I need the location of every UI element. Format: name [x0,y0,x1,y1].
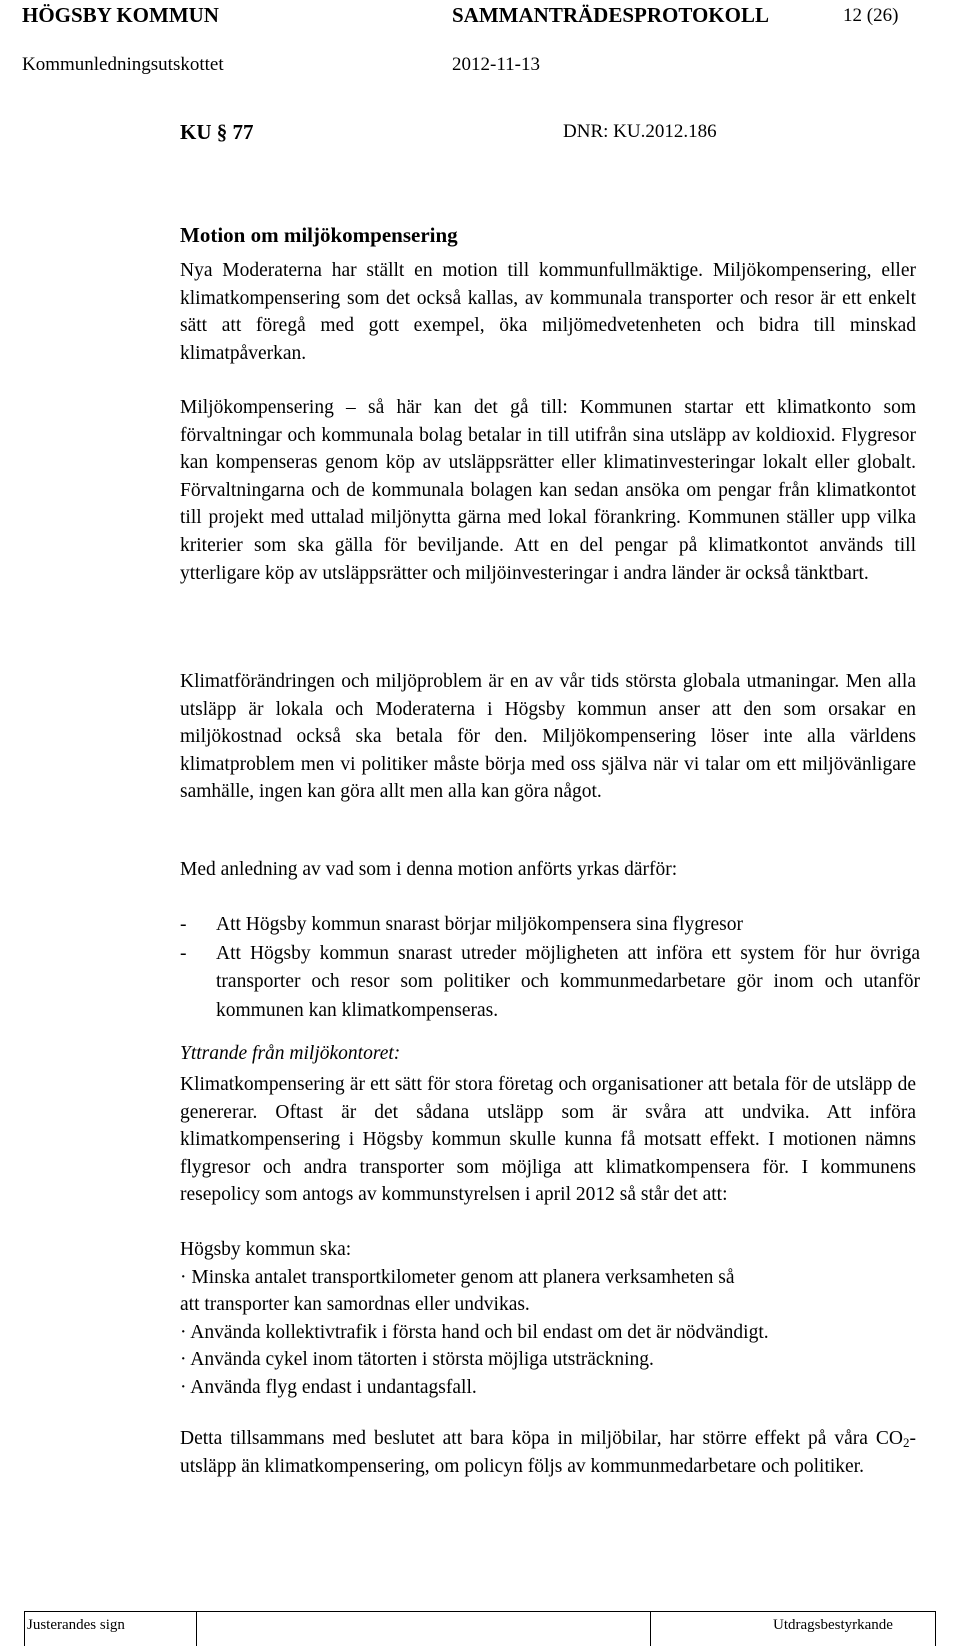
motion-paragraph-4 [180,856,916,884]
footer-signature-label: Justerandes sign [27,1617,125,1633]
co2-subscript: 2 [903,1435,910,1450]
list-marker: - [180,914,187,935]
list-marker: - [180,942,187,964]
committee-name: Kommunledningsutskottet [22,54,224,75]
list-item-text: Att Högsby kommun snarast utreder möjligheten att införa ett system för hur övriga transporter och resor som politiker och kommunmedarbetare gör inom och utanför kommunen kan klimatkompenseras. [216,942,920,1021]
closing-paragraph [180,1425,916,1480]
footer-divider [650,1611,651,1646]
paragraph-text: Miljökompensering – så här kan det gå till: Kommunen startar ett klimatkonto som förvaltningar och kommunala bolag betalar in till utifrån sina utsläpp av koldioxid. Flygresor kan kompenseras genom köp av utsläppsrätter eller klimatinvesteringar lokalt eller globalt. Förvaltningarna och de kommunala bolagen kan sedan ansöka om pengar från klimatkontot till projekt med uttalad miljönytta gärna med lokal förankring. Kommunen ställer upp vilka kriterier som ska gälla för beviljande. Att en del pengar på klimatkontot används till ytterligare köp av utsläppsrätter och miljöinvesteringar i andra länder är också tänktbart. [180,397,916,584]
page-number: 12 (26) [843,5,899,26]
footer-divider [196,1611,197,1646]
list-item: · Minska antalet transportkilometer genom att planera verksamheten så [180,1266,735,1288]
motion-paragraph-2 [180,394,916,587]
list-intro: Högsby kommun ska: [180,1239,352,1260]
case-number: KU § 77 [180,120,254,144]
demands-list [180,911,920,1025]
statement-paragraph [180,1071,916,1209]
paragraph-text: Klimatkompensering är ett sätt för stora företag och organisationer att betala för de utsläpp de genererar. Oftast är det sådana utsläpp som är svåra att undvika. Att införa klimatkompensering i Högsby kommun skulle kunna få motsatt effekt. I motionen nämns flygresor och andra transporter som möjliga att klimatkompensera för. I kommunens resepolicy som antogs av kommunstyrelsen i april 2012 så står det att: [180,1074,916,1206]
paragraph-text: Klimatförändringen och miljöproblem är en av vår tids största globala utmaningar. Men alla utsläpp är lokala och Moderaterna i Högsby kommun anser att den som orsakar en miljökostnad också ska betala för den. Miljökompensering löser inte alla världens klimatproblem men vi politiker måste börja med oss själva när vi talar om ett miljövänligare samhälle, ingen kan göra allt men alla kan göra något. [180,671,916,803]
document-title: Motion om miljökompensering [180,223,458,247]
meeting-date: 2012-11-13 [452,54,540,75]
footer-divider [24,1611,25,1646]
dnr-number: DNR: KU.2012.186 [563,121,717,142]
motion-paragraph-3 [180,668,916,806]
footer-divider [935,1611,936,1646]
list-item: · Använda flyg endast i undantagsfall. [180,1376,477,1398]
policy-list [180,1236,920,1402]
motion-paragraph-1 [180,257,916,367]
list-item-continuation: att transporter kan samordnas eller undvikas. [180,1294,530,1316]
document-type: SAMMANTRÄDESPROTOKOLL [452,3,769,27]
list-item [180,911,920,940]
statement-heading: Yttrande från miljökontoret: [180,1043,401,1064]
list-item [180,940,920,1026]
paragraph-text: Nya Moderaterna har ställt en motion till kommunfullmäktige. Miljökompensering, eller klimatkompensering som det också kallas, av kommunala transporter och resor är ett enkelt sätt att föregå med gott exempel, öka miljömedvetenheten och bidra till minskad klimatpåverkan. [180,260,916,364]
closing-text-start: Detta tillsammans med beslutet att bara köpa in miljöbilar, har större effekt på våra CO [180,1428,903,1449]
footer-rule [24,1611,936,1612]
municipality-name: HÖGSBY KOMMUN [22,3,219,27]
closing-text-end: -utsläpp än klimatkompensering, om policyn följs av kommunmedarbetare och politiker. [180,1428,916,1477]
footer-certification-label: Utdragsbestyrkande [773,1617,893,1633]
paragraph-text: Med anledning av vad som i denna motion anförts yrkas därför: [180,859,678,880]
list-item-text: Att Högsby kommun snarast börjar miljökompensera sina flygresor [216,914,743,935]
list-item: · Använda kollektivtrafik i första hand och bil endast om det är nödvändigt. [180,1321,769,1343]
list-item: · Använda cykel inom tätorten i största möjliga utsträckning. [180,1349,654,1371]
